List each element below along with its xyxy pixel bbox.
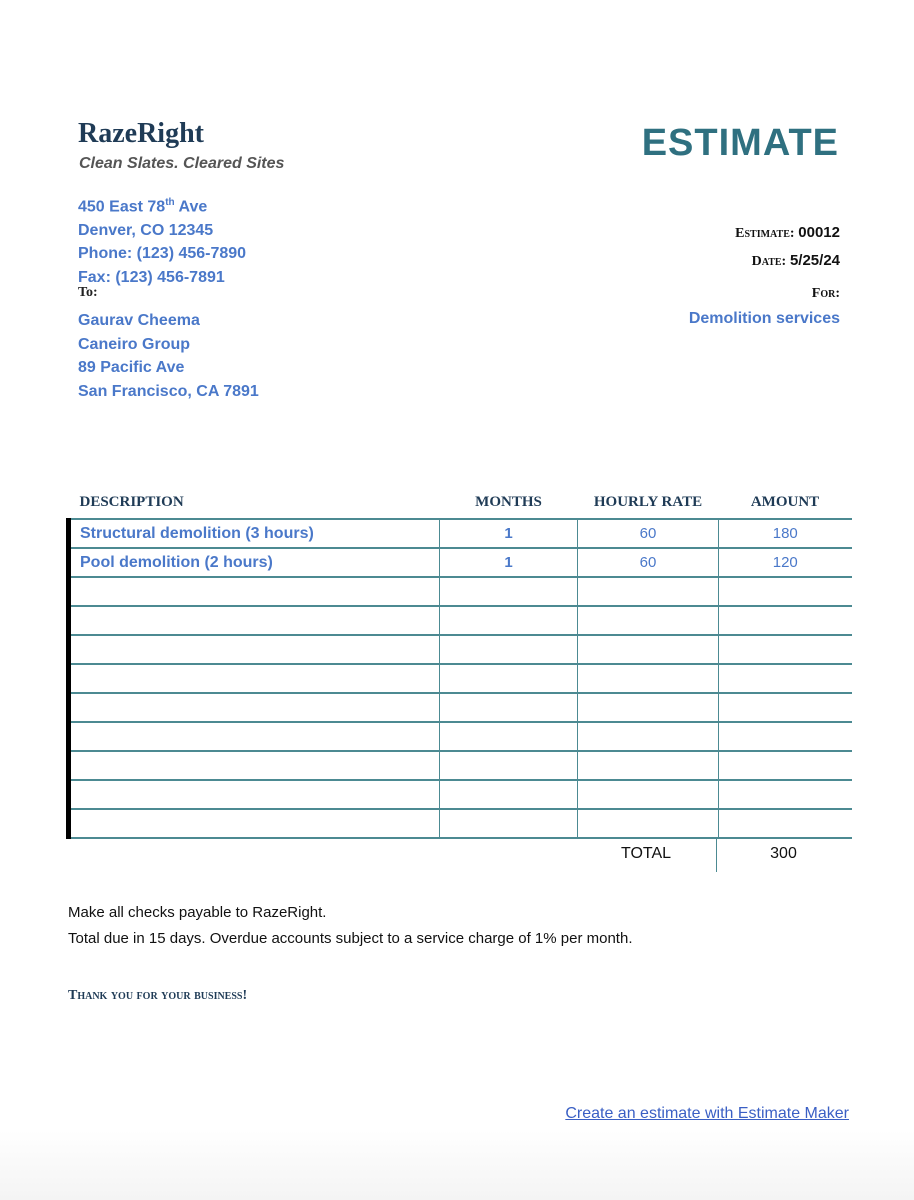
header-description: DESCRIPTION [69,488,440,519]
table-row [69,751,852,780]
row-months: 1 [440,548,578,577]
row-months [440,751,578,780]
row-months [440,809,578,838]
row-description [69,809,440,838]
row-amount [719,577,852,606]
row-description: Pool demolition (2 hours) [69,548,440,577]
payment-notes [68,900,633,952]
table-row [69,693,852,722]
row-months: 1 [440,519,578,548]
row-description [69,664,440,693]
row-amount [719,664,852,693]
row-hourly-rate [578,722,719,751]
total-label: TOTAL [620,845,672,862]
row-months [440,693,578,722]
for-label: For: [811,286,840,301]
row-amount [719,751,852,780]
row-description [69,693,440,722]
to-label: To: [78,285,98,300]
row-hourly-rate [578,606,719,635]
row-description [69,722,440,751]
date-label: Date: [751,254,787,269]
company-tagline: Clean Slates. Cleared Sites [79,155,285,172]
estimate-number: 00012 [798,224,840,241]
row-amount: 180 [719,519,852,548]
row-description [69,577,440,606]
client-address-block [78,309,259,403]
client-street: 89 Pacific Ave [78,359,185,377]
table-row [69,809,852,838]
row-months [440,577,578,606]
estimate-number-label: Estimate: [735,226,795,241]
client-company: Caneiro Group [78,335,191,353]
table-row [69,722,852,751]
table-row [69,780,852,809]
row-hourly-rate [578,780,719,809]
row-months [440,722,578,751]
payment-note-checks: Make all checks payable to RazeRight. [68,904,327,921]
row-amount [719,780,852,809]
row-hourly-rate: 60 [578,548,719,577]
table-row [69,635,852,664]
client-name: Gaurav Cheema [78,312,200,329]
row-hourly-rate [578,809,719,838]
row-description [69,635,440,664]
client-city: San Francisco, CA 7891 [78,382,259,400]
header-months: MONTHS [440,488,578,519]
row-months [440,635,578,664]
company-address-block [78,191,246,289]
row-amount [719,809,852,838]
thank-you-message: Thank you for your business! [68,988,248,1003]
header-amount: AMOUNT [719,488,852,519]
page-bottom-shade [0,1130,914,1200]
total-value: 300 [716,838,850,872]
row-description [69,751,440,780]
row-hourly-rate [578,751,719,780]
table-header-row [69,488,852,519]
header-hourly-rate: HOURLY RATE [578,488,719,519]
row-hourly-rate [578,664,719,693]
table-row [69,519,852,548]
company-name: RazeRight [78,118,204,149]
company-street: 450 East 78th Ave [78,197,208,216]
row-months [440,606,578,635]
table-row [69,606,852,635]
row-amount [719,635,852,664]
payment-note-terms: Total due in 15 days. Overdue accounts subject to a service charge of 1% per month. [68,930,633,947]
row-hourly-rate [578,693,719,722]
row-description [69,780,440,809]
row-amount [719,722,852,751]
table-row [69,664,852,693]
row-hourly-rate [578,577,719,606]
row-description: Structural demolition (3 hours) [69,519,440,548]
estimate-maker-link[interactable]: Create an estimate with Estimate Maker [565,1105,849,1122]
row-amount: 120 [719,548,852,577]
row-months [440,664,578,693]
table-row [69,577,852,606]
row-hourly-rate [578,635,719,664]
estimate-date: 5/25/24 [789,252,840,269]
estimate-date-line [752,252,840,270]
estimate-number-line [735,224,840,242]
row-amount [719,693,852,722]
document-title: ESTIMATE [641,122,839,164]
row-hourly-rate: 60 [578,519,719,548]
for-value: Demolition services [688,310,840,327]
row-amount [719,606,852,635]
row-description [69,606,440,635]
table-row [69,548,852,577]
company-fax: Fax: (123) 456-7891 [78,268,225,286]
row-months [440,780,578,809]
company-phone: Phone: (123) 456-7890 [78,245,247,263]
company-city: Denver, CO 12345 [78,221,214,239]
line-items-table [66,488,852,839]
